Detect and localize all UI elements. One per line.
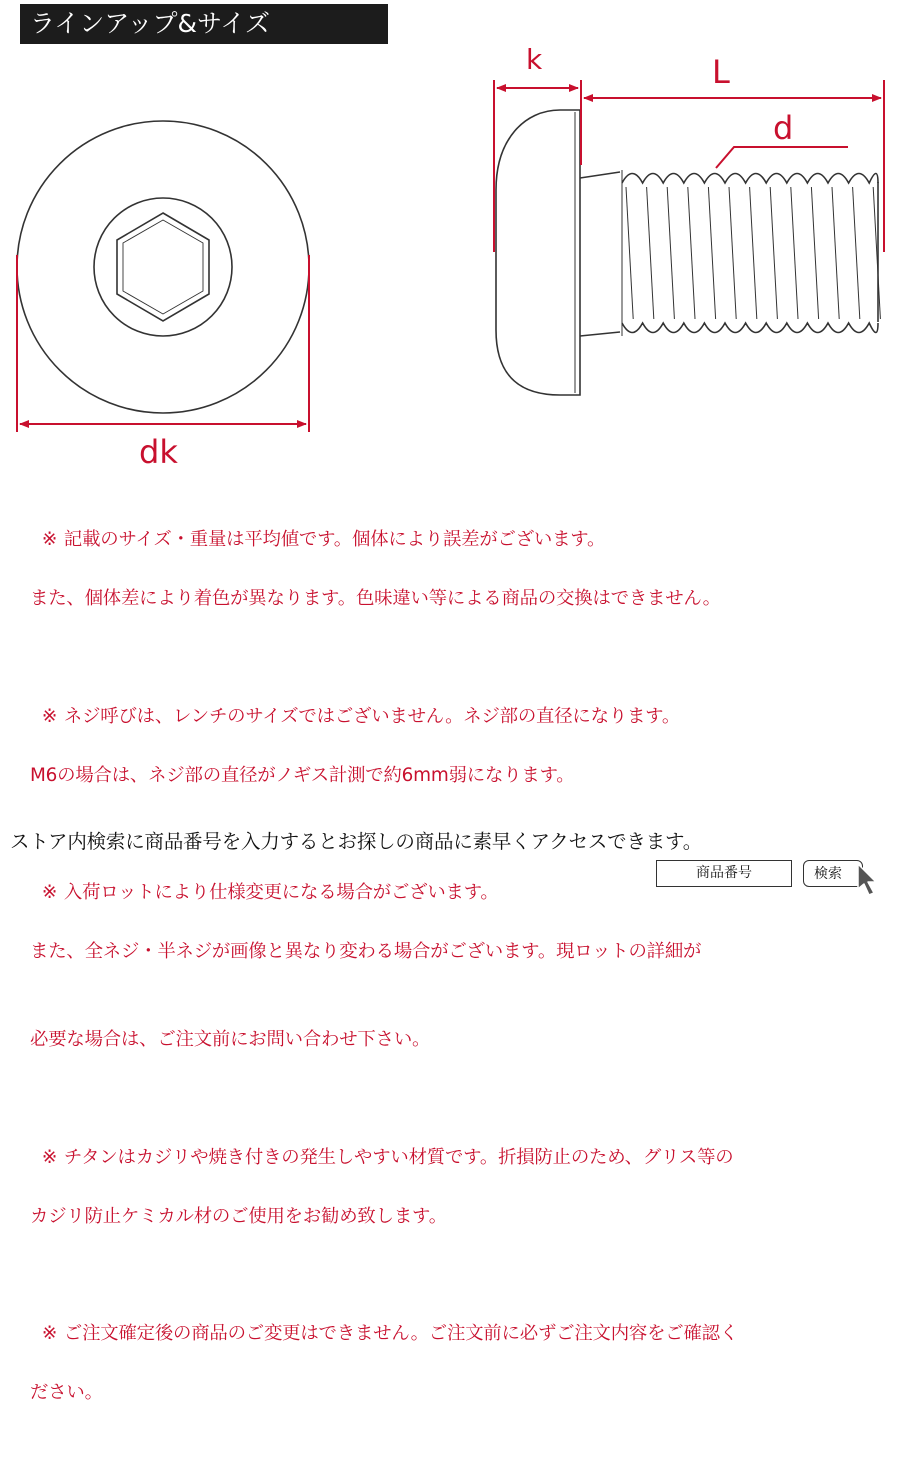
bolt-head-profile [496, 110, 580, 395]
note-item: ※ 記載のサイズ・重量は平均値です。個体により誤差がございます。 また、個体差により着色が異なります。色味違い等による商品の交換はできません。 [8, 496, 900, 672]
note-item: ※ ご注文確定後の商品のご変更はできません。ご注文前に必ずご注文内容をご確認く ださい。 [8, 1290, 900, 1466]
L-label: L [712, 53, 730, 91]
bolt-head-front-view [17, 121, 309, 413]
hex-socket-inner [123, 220, 203, 314]
thread-line [708, 187, 715, 319]
search-button[interactable]: 検索 [803, 860, 863, 887]
socket-recess-circle [94, 198, 232, 336]
thread-line [853, 187, 860, 319]
thread-line [667, 187, 674, 319]
thread-line [811, 187, 818, 319]
note-mark: ※ [41, 1146, 58, 1168]
thread-line [626, 187, 633, 319]
note-item: ※ 入荷ロットにより仕様変更になる場合がございます。 また、全ネジ・半ネジが画像と異なり変わる場合がございます。現ロットの詳細が 必要な場合は、ご注文前にお問い合わせ下さい。 [8, 849, 900, 1114]
thread-line [873, 187, 880, 319]
thread-line [832, 187, 839, 319]
thread-lines [626, 187, 880, 319]
note-item: ※ チタンはカジリや焼き付きの発生しやすい材質です。折損防止のため、グリス等の カジリ防止ケミカル材のご使用をお勧め致します。 [8, 1114, 900, 1290]
bolt-side-view [496, 110, 880, 395]
note-mark: ※ [41, 882, 58, 904]
dk-dimension [17, 255, 309, 432]
thread-line [688, 187, 695, 319]
thread-line [647, 187, 654, 319]
product-number-field[interactable]: 商品番号 [656, 860, 792, 887]
thread-bottom-edge [622, 323, 878, 333]
pointer-cursor-icon [854, 862, 890, 896]
note-mark: ※ [41, 705, 58, 727]
bolt-dimension-diagram [0, 0, 900, 470]
k-dimension [494, 80, 581, 252]
hex-socket-outline [117, 213, 209, 321]
k-label: k [526, 43, 543, 76]
store-search-note: ストア内検索に商品番号を入力するとお探しの商品に素早くアクセスできます。 [10, 830, 703, 853]
notes-list [8, 496, 900, 1466]
d-leader-line [716, 147, 848, 168]
dk-label: dk [139, 433, 178, 471]
note-item: ※ ネジ呼びは、レンチのサイズではございません。ネジ部の直径になります。 M6の場合は、ネジ部の直径がノギス計測で約6mm弱になります。 [8, 672, 900, 848]
note-mark: ※ [41, 529, 58, 551]
thread-line [750, 187, 757, 319]
L-dimension [584, 80, 884, 252]
d-label: d [773, 109, 794, 147]
page-title: ラインアップ&サイズ [30, 9, 270, 38]
bolt-neck [580, 172, 620, 336]
thread-line [770, 187, 777, 319]
thread-top-edge [622, 174, 878, 184]
thread-line [729, 187, 736, 319]
note-mark: ※ [41, 1323, 58, 1345]
thread-line [791, 187, 798, 319]
head-outer-circle [17, 121, 309, 413]
